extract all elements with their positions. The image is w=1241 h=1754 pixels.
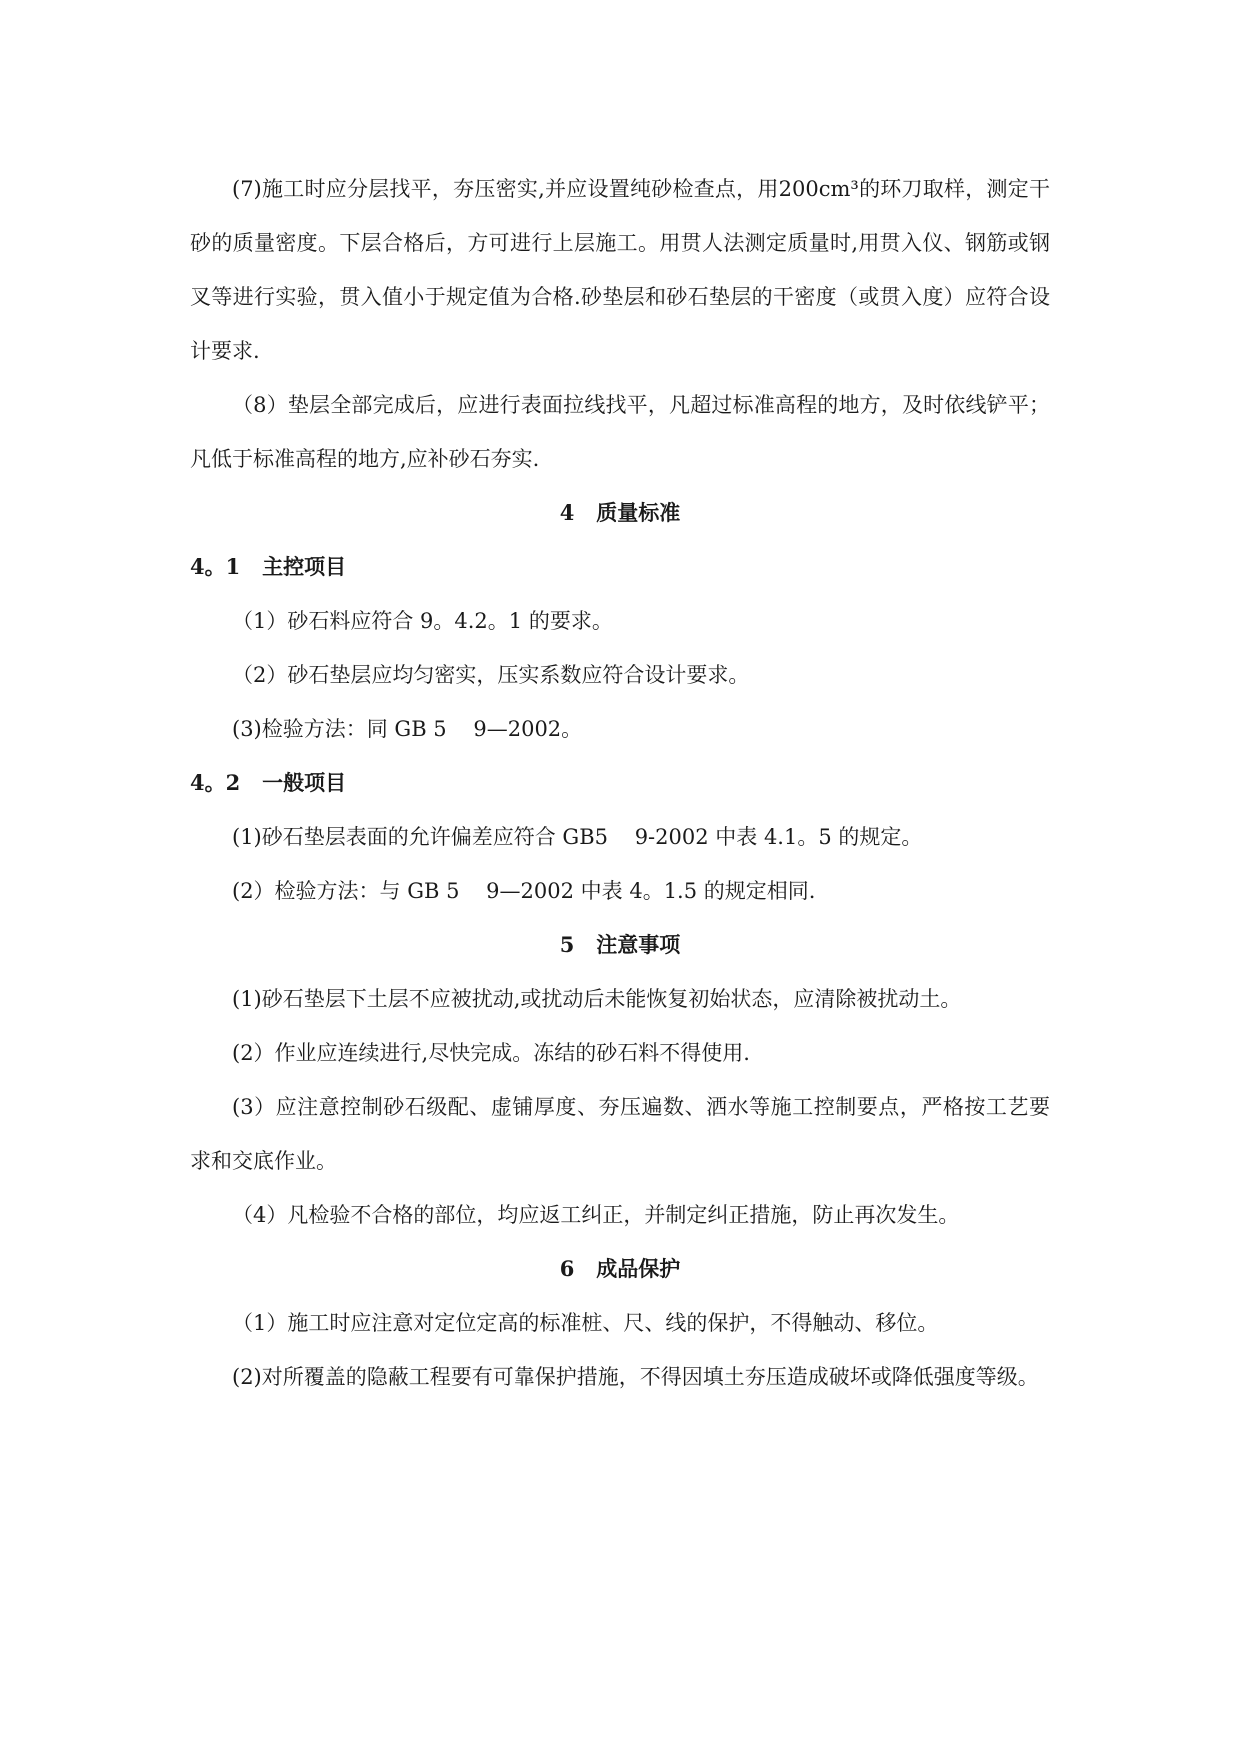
section-4-1-item: (3)检验方法：同 GB 5 9—2002。 (232, 717, 583, 741)
section-6-item: （1）施工时应注意对定位定高的标准桩、尺、线的保护，不得触动、移位。 (232, 1311, 939, 1335)
section-5-item: （4）凡检验不合格的部位，均应返工纠正，并制定纠正措施，防止再次发生。 (232, 1203, 960, 1227)
section-5-heading: 5 注意事项 (559, 932, 681, 957)
section-5-item: (3）应注意控制砂石级配、虚铺厚度、夯压遍数、洒水等施工控制要点，严格按工艺要求和交底作业。 (190, 1095, 1050, 1173)
section-6-heading: 6 成品保护 (559, 1256, 681, 1281)
section-4-1-item: （2）砂石垫层应均匀密实，压实系数应符合设计要求。 (232, 663, 750, 687)
section-4-1-heading: 4。1 主控项目 (190, 554, 347, 579)
paragraph-8: （8）垫层全部完成后，应进行表面拉线找平，凡超过标准高程的地方，及时依线铲平；凡低于标准高程的地方,应补砂石夯实. (190, 393, 1050, 471)
document-body (190, 162, 1050, 1404)
section-4-2-heading: 4。2 一般项目 (190, 770, 347, 795)
section-5-item: (2）作业应连续进行,尽快完成。冻结的砂石料不得使用. (232, 1041, 750, 1065)
section-4-2-item: (1)砂石垫层表面的允许偏差应符合 GB5 9-2002 中表 4.1。5 的规定。 (232, 825, 923, 849)
section-4-2-item: (2）检验方法：与 GB 5 9—2002 中表 4。1.5 的规定相同. (232, 879, 816, 903)
section-6-item: (2)对所覆盖的隐蔽工程要有可靠保护措施，不得因填土夯压造成破坏或降低强度等级。 (232, 1365, 1039, 1389)
section-5-item: (1)砂石垫层下土层不应被扰动,或扰动后未能恢复初始状态，应清除被扰动土。 (232, 987, 962, 1011)
section-4-heading: 4 质量标准 (559, 500, 681, 525)
paragraph-7: (7)施工时应分层找平，夯压密实,并应设置纯砂检查点，用200cm³的环刀取样，测定干砂的质量密度。下层合格后，方可进行上层施工。用贯人法测定质量时,用贯入仪、钢筋或钢叉等进行实验，贯入值小于规定值为合格.砂垫层和砂石垫层的干密度（或贯入度）应符合设计要求. (190, 177, 1050, 363)
section-4-1-item: （1）砂石料应符合 9。4.2。1 的要求。 (232, 609, 613, 633)
